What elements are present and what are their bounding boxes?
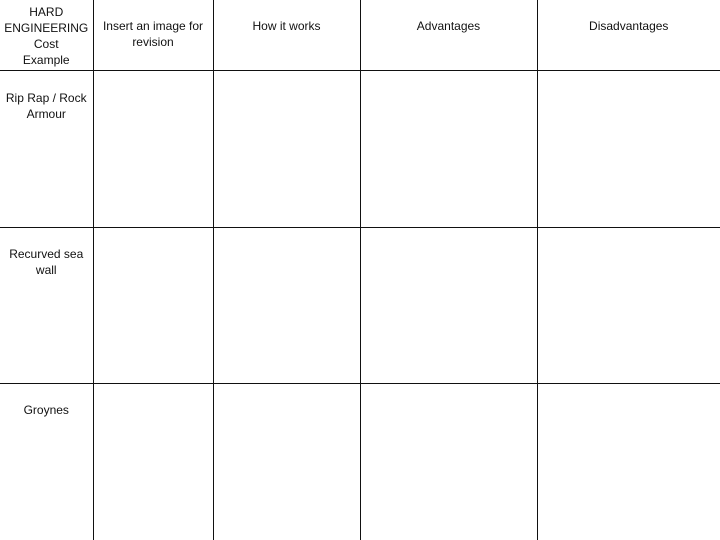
header-cell-disadvantages (537, 0, 720, 70)
how-it-works-cell[interactable] (213, 383, 360, 540)
header-label-image: Insert an image for revision (102, 19, 204, 49)
row-label-cell-rip-rap (0, 70, 93, 227)
row-label-groynes: Groynes (23, 402, 69, 417)
row-label-cell-groynes (0, 383, 93, 540)
advantages-cell[interactable] (360, 227, 537, 383)
disadvantages-cell[interactable] (537, 227, 720, 383)
header-label-cost-example: HARD ENGINEERING Cost Example (4, 5, 89, 67)
header-cell-how-it-works (213, 0, 360, 70)
header-cell-image (93, 0, 213, 70)
header-label-disadvantages: Disadvantages (589, 19, 669, 33)
header-cell-cost-example (0, 0, 93, 70)
how-it-works-cell[interactable] (213, 227, 360, 383)
table-row (0, 70, 720, 227)
header-row (0, 0, 720, 70)
advantages-cell[interactable] (360, 70, 537, 227)
how-it-works-cell[interactable] (213, 70, 360, 227)
image-cell[interactable] (93, 227, 213, 383)
row-label-cell-recurved-sea-wall (0, 227, 93, 383)
header-cell-advantages (360, 0, 537, 70)
row-label-rip-rap: Rip Rap / Rock Armour (5, 90, 87, 121)
image-cell[interactable] (93, 383, 213, 540)
header-label-how-it-works: How it works (252, 19, 321, 33)
header-label-advantages: Advantages (416, 19, 481, 33)
advantages-cell[interactable] (360, 383, 537, 540)
table-row (0, 227, 720, 383)
table-row (0, 383, 720, 540)
disadvantages-cell[interactable] (537, 383, 720, 540)
disadvantages-cell[interactable] (537, 70, 720, 227)
image-cell[interactable] (93, 70, 213, 227)
row-label-recurved-sea-wall: Recurved sea wall (9, 246, 84, 277)
